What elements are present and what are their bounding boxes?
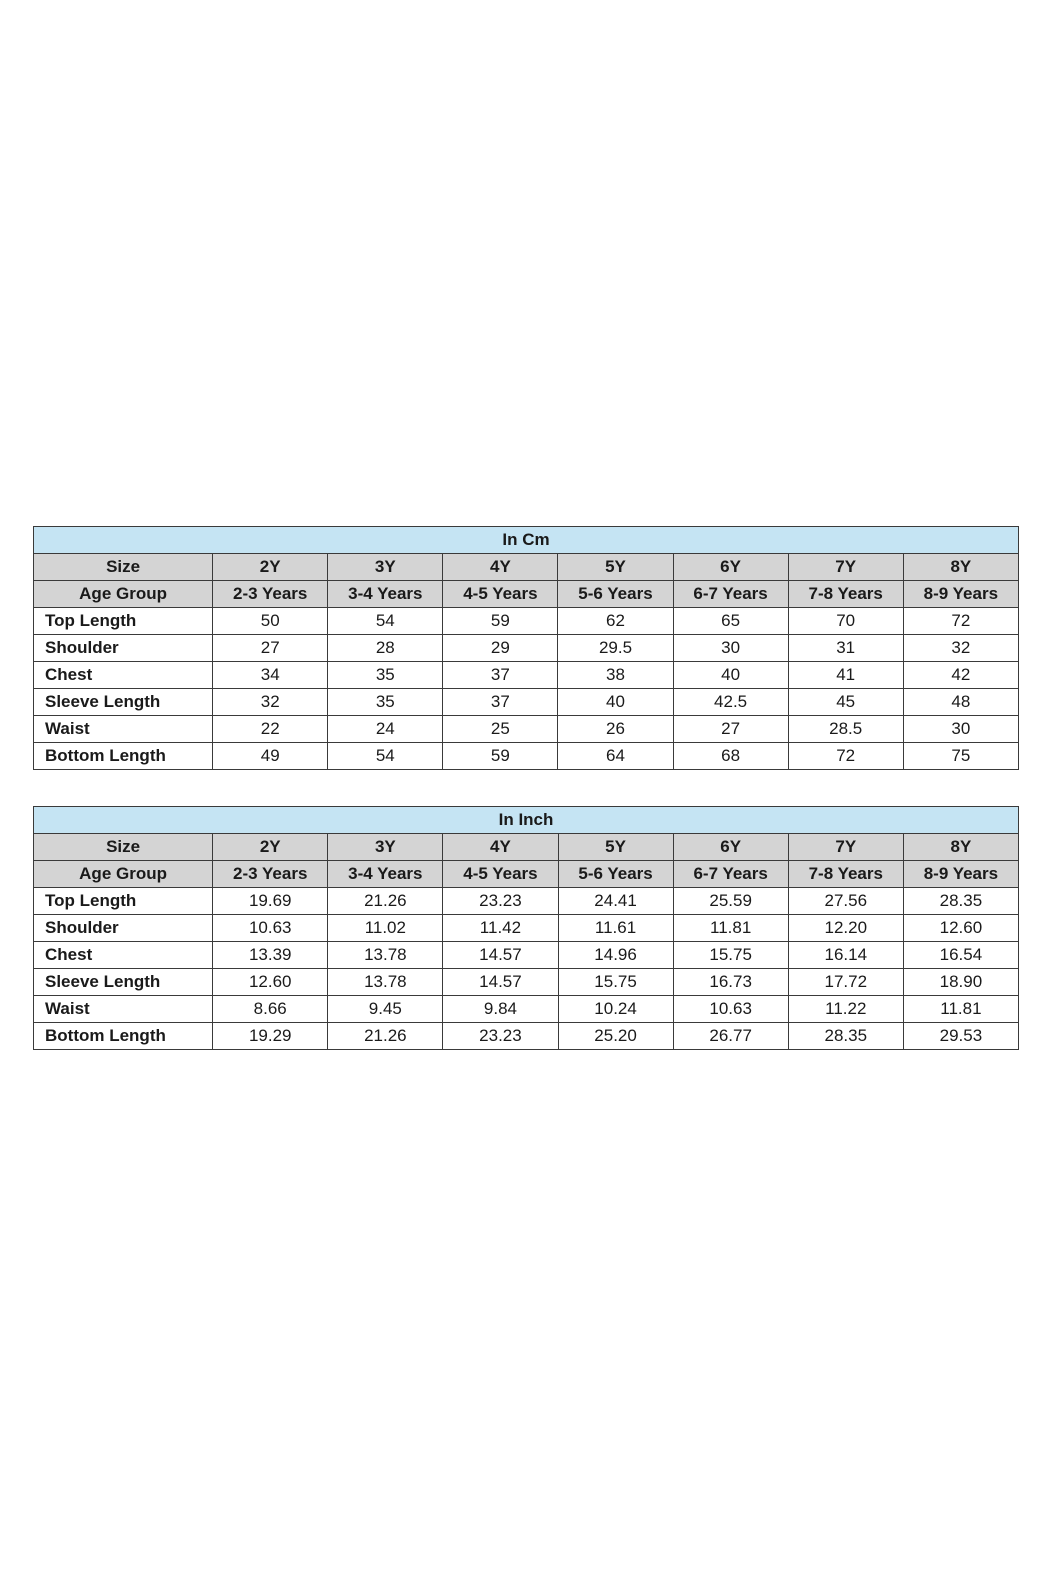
measurement-value: 31 xyxy=(788,635,903,662)
measurement-value: 12.20 xyxy=(788,915,903,942)
measurement-value: 14.57 xyxy=(443,969,558,996)
age-group-label: Age Group xyxy=(34,581,213,608)
measurement-value: 8.66 xyxy=(213,996,328,1023)
measurement-value: 12.60 xyxy=(903,915,1018,942)
measurement-label: Top Length xyxy=(34,888,213,915)
age-group-cell: 8-9 Years xyxy=(903,581,1018,608)
measurement-value: 45 xyxy=(788,689,903,716)
measurement-label: Bottom Length xyxy=(34,1023,213,1050)
measurement-value: 50 xyxy=(213,608,328,635)
measurement-value: 35 xyxy=(328,662,443,689)
measurement-value: 16.73 xyxy=(673,969,788,996)
measurement-value: 35 xyxy=(328,689,443,716)
measurement-label: Shoulder xyxy=(34,635,213,662)
measurement-value: 29 xyxy=(443,635,558,662)
measurement-value: 11.81 xyxy=(673,915,788,942)
size-header-cell: 7Y xyxy=(788,834,903,861)
measurement-label: Shoulder xyxy=(34,915,213,942)
size-header-cell: 6Y xyxy=(673,834,788,861)
measurement-value: 37 xyxy=(443,689,558,716)
age-group-cell: 7-8 Years xyxy=(788,581,903,608)
measurement-value: 17.72 xyxy=(788,969,903,996)
measurement-value: 28 xyxy=(328,635,443,662)
measurement-label: Bottom Length xyxy=(34,743,213,770)
size-header-cell: 4Y xyxy=(443,834,558,861)
measurement-row xyxy=(34,743,1019,770)
measurement-row xyxy=(34,662,1019,689)
measurement-value: 21.26 xyxy=(328,1023,443,1050)
measurement-value: 49 xyxy=(213,743,328,770)
measurement-value: 75 xyxy=(903,743,1018,770)
measurement-value: 11.61 xyxy=(558,915,673,942)
size-chart-cm-table xyxy=(33,526,1019,770)
measurement-value: 34 xyxy=(213,662,328,689)
measurement-value: 30 xyxy=(903,716,1018,743)
measurement-value: 27 xyxy=(673,716,788,743)
measurement-value: 38 xyxy=(558,662,673,689)
size-header-cell: 8Y xyxy=(903,554,1018,581)
measurement-value: 25 xyxy=(443,716,558,743)
measurement-value: 19.29 xyxy=(213,1023,328,1050)
measurement-value: 59 xyxy=(443,608,558,635)
measurement-value: 27.56 xyxy=(788,888,903,915)
size-header-row xyxy=(34,554,1019,581)
measurement-value: 10.63 xyxy=(673,996,788,1023)
age-group-cell: 5-6 Years xyxy=(558,861,673,888)
measurement-row xyxy=(34,915,1019,942)
age-group-cell: 6-7 Years xyxy=(673,861,788,888)
size-header-cell: 5Y xyxy=(558,554,673,581)
measurement-value: 59 xyxy=(443,743,558,770)
age-group-cell: 3-4 Years xyxy=(328,861,443,888)
unit-title: In Inch xyxy=(34,807,1019,834)
measurement-value: 40 xyxy=(673,662,788,689)
size-chart-inch-table xyxy=(33,806,1019,1050)
measurement-value: 11.02 xyxy=(328,915,443,942)
measurement-value: 13.39 xyxy=(213,942,328,969)
measurement-value: 18.90 xyxy=(903,969,1018,996)
measurement-value: 25.59 xyxy=(673,888,788,915)
size-header-row xyxy=(34,834,1019,861)
measurement-value: 26 xyxy=(558,716,673,743)
measurement-value: 40 xyxy=(558,689,673,716)
size-header-cell: 2Y xyxy=(213,834,328,861)
size-header-cell: 8Y xyxy=(903,834,1018,861)
measurement-value: 65 xyxy=(673,608,788,635)
measurement-row xyxy=(34,942,1019,969)
measurement-value: 41 xyxy=(788,662,903,689)
measurement-value: 62 xyxy=(558,608,673,635)
size-header-cell: 6Y xyxy=(673,554,788,581)
measurement-row xyxy=(34,716,1019,743)
measurement-value: 25.20 xyxy=(558,1023,673,1050)
size-label: Size xyxy=(34,834,213,861)
measurement-value: 23.23 xyxy=(443,888,558,915)
measurement-value: 29.5 xyxy=(558,635,673,662)
age-group-cell: 7-8 Years xyxy=(788,861,903,888)
measurement-value: 15.75 xyxy=(558,969,673,996)
measurement-label: Chest xyxy=(34,942,213,969)
measurement-row xyxy=(34,689,1019,716)
measurement-label: Waist xyxy=(34,996,213,1023)
measurement-value: 70 xyxy=(788,608,903,635)
measurement-value: 32 xyxy=(903,635,1018,662)
age-group-cell: 4-5 Years xyxy=(443,581,558,608)
measurement-label: Sleeve Length xyxy=(34,689,213,716)
measurement-label: Top Length xyxy=(34,608,213,635)
measurement-row xyxy=(34,888,1019,915)
measurement-label: Sleeve Length xyxy=(34,969,213,996)
measurement-value: 9.84 xyxy=(443,996,558,1023)
size-label: Size xyxy=(34,554,213,581)
measurement-value: 30 xyxy=(673,635,788,662)
measurement-value: 27 xyxy=(213,635,328,662)
measurement-value: 26.77 xyxy=(673,1023,788,1050)
measurement-value: 28.5 xyxy=(788,716,903,743)
measurement-label: Chest xyxy=(34,662,213,689)
measurement-value: 32 xyxy=(213,689,328,716)
measurement-row xyxy=(34,996,1019,1023)
measurement-value: 48 xyxy=(903,689,1018,716)
measurement-value: 10.24 xyxy=(558,996,673,1023)
measurement-label: Waist xyxy=(34,716,213,743)
measurement-row xyxy=(34,969,1019,996)
size-header-cell: 7Y xyxy=(788,554,903,581)
measurement-value: 13.78 xyxy=(328,969,443,996)
measurement-value: 10.63 xyxy=(213,915,328,942)
size-header-cell: 5Y xyxy=(558,834,673,861)
measurement-value: 22 xyxy=(213,716,328,743)
measurement-value: 24.41 xyxy=(558,888,673,915)
measurement-value: 11.81 xyxy=(903,996,1018,1023)
measurement-value: 64 xyxy=(558,743,673,770)
measurement-value: 42.5 xyxy=(673,689,788,716)
measurement-value: 16.54 xyxy=(903,942,1018,969)
measurement-value: 11.42 xyxy=(443,915,558,942)
age-group-row xyxy=(34,861,1019,888)
age-group-cell: 2-3 Years xyxy=(213,581,328,608)
measurement-value: 68 xyxy=(673,743,788,770)
age-group-cell: 6-7 Years xyxy=(673,581,788,608)
unit-title: In Cm xyxy=(34,527,1019,554)
measurement-value: 72 xyxy=(903,608,1018,635)
measurement-value: 19.69 xyxy=(213,888,328,915)
age-group-cell: 4-5 Years xyxy=(443,861,558,888)
measurement-value: 13.78 xyxy=(328,942,443,969)
measurement-value: 14.96 xyxy=(558,942,673,969)
age-group-row xyxy=(34,581,1019,608)
measurement-value: 15.75 xyxy=(673,942,788,969)
measurement-value: 24 xyxy=(328,716,443,743)
measurement-value: 11.22 xyxy=(788,996,903,1023)
measurement-row xyxy=(34,635,1019,662)
age-group-cell: 5-6 Years xyxy=(558,581,673,608)
age-group-label: Age Group xyxy=(34,861,213,888)
measurement-value: 37 xyxy=(443,662,558,689)
measurement-value: 42 xyxy=(903,662,1018,689)
measurement-value: 14.57 xyxy=(443,942,558,969)
measurement-row xyxy=(34,608,1019,635)
unit-title-row xyxy=(34,807,1019,834)
measurement-value: 72 xyxy=(788,743,903,770)
measurement-value: 23.23 xyxy=(443,1023,558,1050)
age-group-cell: 8-9 Years xyxy=(903,861,1018,888)
measurement-value: 21.26 xyxy=(328,888,443,915)
measurement-row xyxy=(34,1023,1019,1050)
measurement-value: 28.35 xyxy=(903,888,1018,915)
age-group-cell: 3-4 Years xyxy=(328,581,443,608)
size-header-cell: 3Y xyxy=(328,554,443,581)
measurement-value: 29.53 xyxy=(903,1023,1018,1050)
measurement-value: 16.14 xyxy=(788,942,903,969)
measurement-value: 28.35 xyxy=(788,1023,903,1050)
age-group-cell: 2-3 Years xyxy=(213,861,328,888)
measurement-value: 9.45 xyxy=(328,996,443,1023)
size-header-cell: 3Y xyxy=(328,834,443,861)
measurement-value: 54 xyxy=(328,743,443,770)
measurement-value: 12.60 xyxy=(213,969,328,996)
size-header-cell: 2Y xyxy=(213,554,328,581)
measurement-value: 54 xyxy=(328,608,443,635)
size-header-cell: 4Y xyxy=(443,554,558,581)
unit-title-row xyxy=(34,527,1019,554)
